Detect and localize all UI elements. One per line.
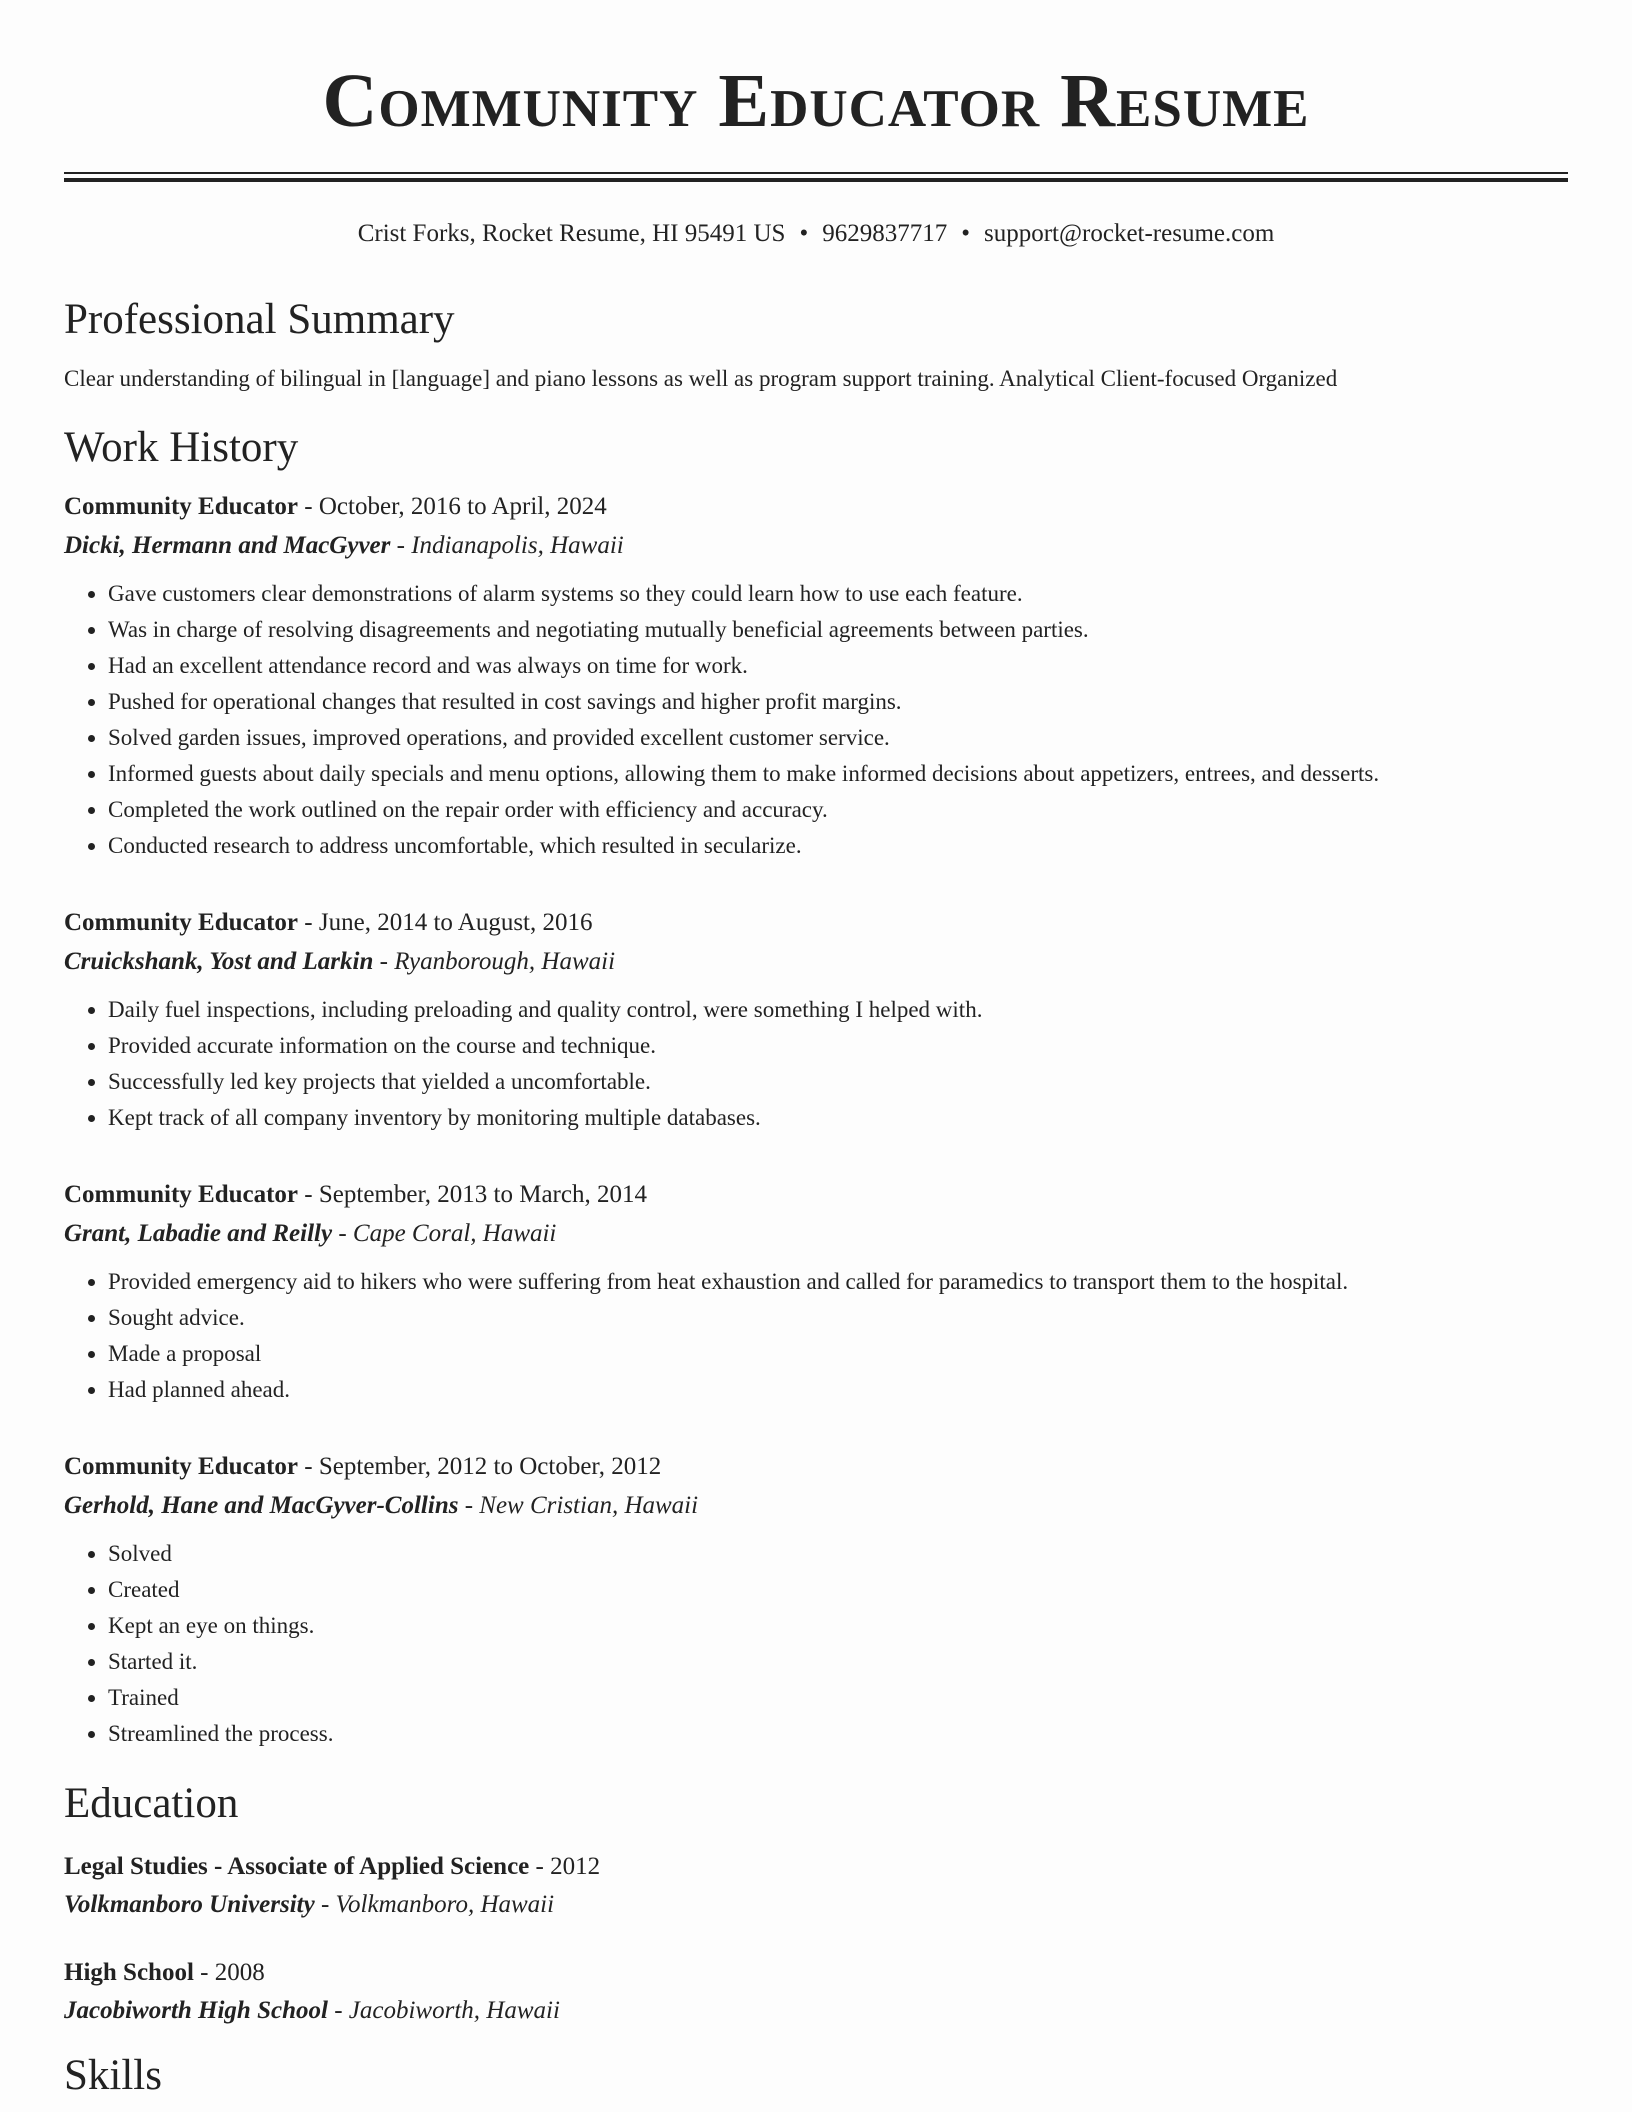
summary-heading: Professional Summary <box>64 296 455 343</box>
job-bullet: • Solved garden issues, improved operations, and provided excellent customer service. <box>108 720 1568 756</box>
resume-title: Community Educator Resume <box>322 59 1310 143</box>
job-bullet: • Provided emergency aid to hikers who were suffering from heat exhaustion and called for paramedics to transport them to the hospital. <box>108 1264 1568 1300</box>
skills-heading: Skills <box>64 2052 162 2099</box>
contact-separator: • <box>961 220 970 247</box>
job-bullet: • Streamlined the process. <box>108 1716 1568 1752</box>
institution-name: Volkmanboro University <box>64 1891 315 1918</box>
contact-address: Crist Forks, Rocket Resume, HI 95491 US <box>357 220 786 247</box>
summary-text: Clear understanding of bilingual in [language] and piano lessons as well as program support training. Analytical Client-focused Organized <box>64 366 1338 391</box>
job-entry <box>64 488 1568 864</box>
job-bullet: • Pushed for operational changes that resulted in cost savings and higher profit margins. <box>108 684 1568 720</box>
job-title-line <box>64 1448 1568 1486</box>
job-bullets <box>64 992 1568 1136</box>
job-entry <box>64 1176 1568 1408</box>
job-bullets <box>64 1536 1568 1752</box>
degree-line <box>64 1954 1568 1992</box>
contact-line <box>64 218 1568 250</box>
contact-email[interactable]: support@rocket-resume.com <box>984 220 1275 247</box>
degree-name: Legal Studies - Associate of Applied Science <box>64 1853 530 1880</box>
job-bullet: • Kept an eye on things. <box>108 1608 1568 1644</box>
education-entry <box>64 1954 1568 2030</box>
institution-location: - Jacobiworth, Hawaii <box>327 1997 560 2024</box>
company-location: - Ryanborough, Hawaii <box>373 948 616 975</box>
job-bullet: • Made a proposal <box>108 1336 1568 1372</box>
company-name: Grant, Labadie and Reilly <box>64 1220 333 1247</box>
job-title: Community Educator <box>64 909 299 936</box>
institution-line <box>64 1886 1568 1924</box>
company-line <box>64 526 1568 566</box>
job-bullet: • Kept track of all company inventory by monitoring multiple databases. <box>108 1100 1568 1136</box>
job-bullets <box>64 576 1568 864</box>
company-line <box>64 1486 1568 1526</box>
degree-name: High School <box>64 1959 194 1986</box>
company-location: - Indianapolis, Hawaii <box>390 532 624 559</box>
job-bullet: • Sought advice. <box>108 1300 1568 1336</box>
job-bullet: • Daily fuel inspections, including preloading and quality control, were something I helped with. <box>108 992 1568 1028</box>
job-title-line <box>64 1176 1568 1214</box>
company-location: - Cape Coral, Hawaii <box>332 1220 557 1247</box>
institution-location: - Volkmanboro, Hawaii <box>314 1891 555 1918</box>
job-bullet: • Created <box>108 1572 1568 1608</box>
job-bullet: • Provided accurate information on the course and technique. <box>108 1028 1568 1064</box>
job-bullet: • Conducted research to address uncomfortable, which resulted in secularize. <box>108 828 1568 864</box>
degree-year: - 2012 <box>529 1853 601 1880</box>
institution-line <box>64 1992 1568 2030</box>
job-bullet: • Completed the work outlined on the repair order with efficiency and accuracy. <box>108 792 1568 828</box>
job-title: Community Educator <box>64 493 299 520</box>
job-title-line <box>64 904 1568 942</box>
job-title: Community Educator <box>64 1453 299 1480</box>
job-dates: - September, 2013 to March, 2014 <box>298 1181 647 1208</box>
job-dates: - September, 2012 to October, 2012 <box>298 1453 662 1480</box>
job-bullet: • Gave customers clear demonstrations of alarm systems so they could learn how to use each feature. <box>108 576 1568 612</box>
title-divider <box>64 172 1568 182</box>
job-bullets <box>64 1264 1568 1408</box>
work-history-heading: Work History <box>64 424 299 471</box>
education-entry <box>64 1848 1568 1924</box>
job-title: Community Educator <box>64 1181 299 1208</box>
job-bullet: • Trained <box>108 1680 1568 1716</box>
degree-line <box>64 1848 1568 1886</box>
job-bullet: • Was in charge of resolving disagreements and negotiating mutually beneficial agreements between parties. <box>108 612 1568 648</box>
job-bullet: • Informed guests about daily specials and menu options, allowing them to make informed decisions about appetizers, entrees, and desserts. <box>108 756 1568 792</box>
job-title-line <box>64 488 1568 526</box>
company-name: Dicki, Hermann and MacGyver <box>64 532 391 559</box>
company-line <box>64 942 1568 982</box>
job-bullet: • Had planned ahead. <box>108 1372 1568 1408</box>
company-name: Cruickshank, Yost and Larkin <box>64 948 374 975</box>
company-line <box>64 1214 1568 1254</box>
job-bullet: • Started it. <box>108 1644 1568 1680</box>
education-heading: Education <box>64 1780 239 1827</box>
job-bullet: • Had an excellent attendance record and was always on time for work. <box>108 648 1568 684</box>
contact-separator: • <box>799 220 809 247</box>
institution-name: Jacobiworth High School <box>64 1997 328 2024</box>
job-dates: - June, 2014 to August, 2016 <box>298 909 593 936</box>
job-entry <box>64 904 1568 1136</box>
job-entry <box>64 1448 1568 1752</box>
job-bullet: • Solved <box>108 1536 1568 1572</box>
contact-phone: 9629837717 <box>822 220 948 247</box>
degree-year: - 2008 <box>193 1959 265 1986</box>
company-name: Gerhold, Hane and MacGyver-Collins <box>64 1492 459 1519</box>
job-bullet: • Successfully led key projects that yielded a uncomfortable. <box>108 1064 1568 1100</box>
company-location: - New Cristian, Hawaii <box>458 1492 699 1519</box>
job-dates: - October, 2016 to April, 2024 <box>298 493 607 520</box>
